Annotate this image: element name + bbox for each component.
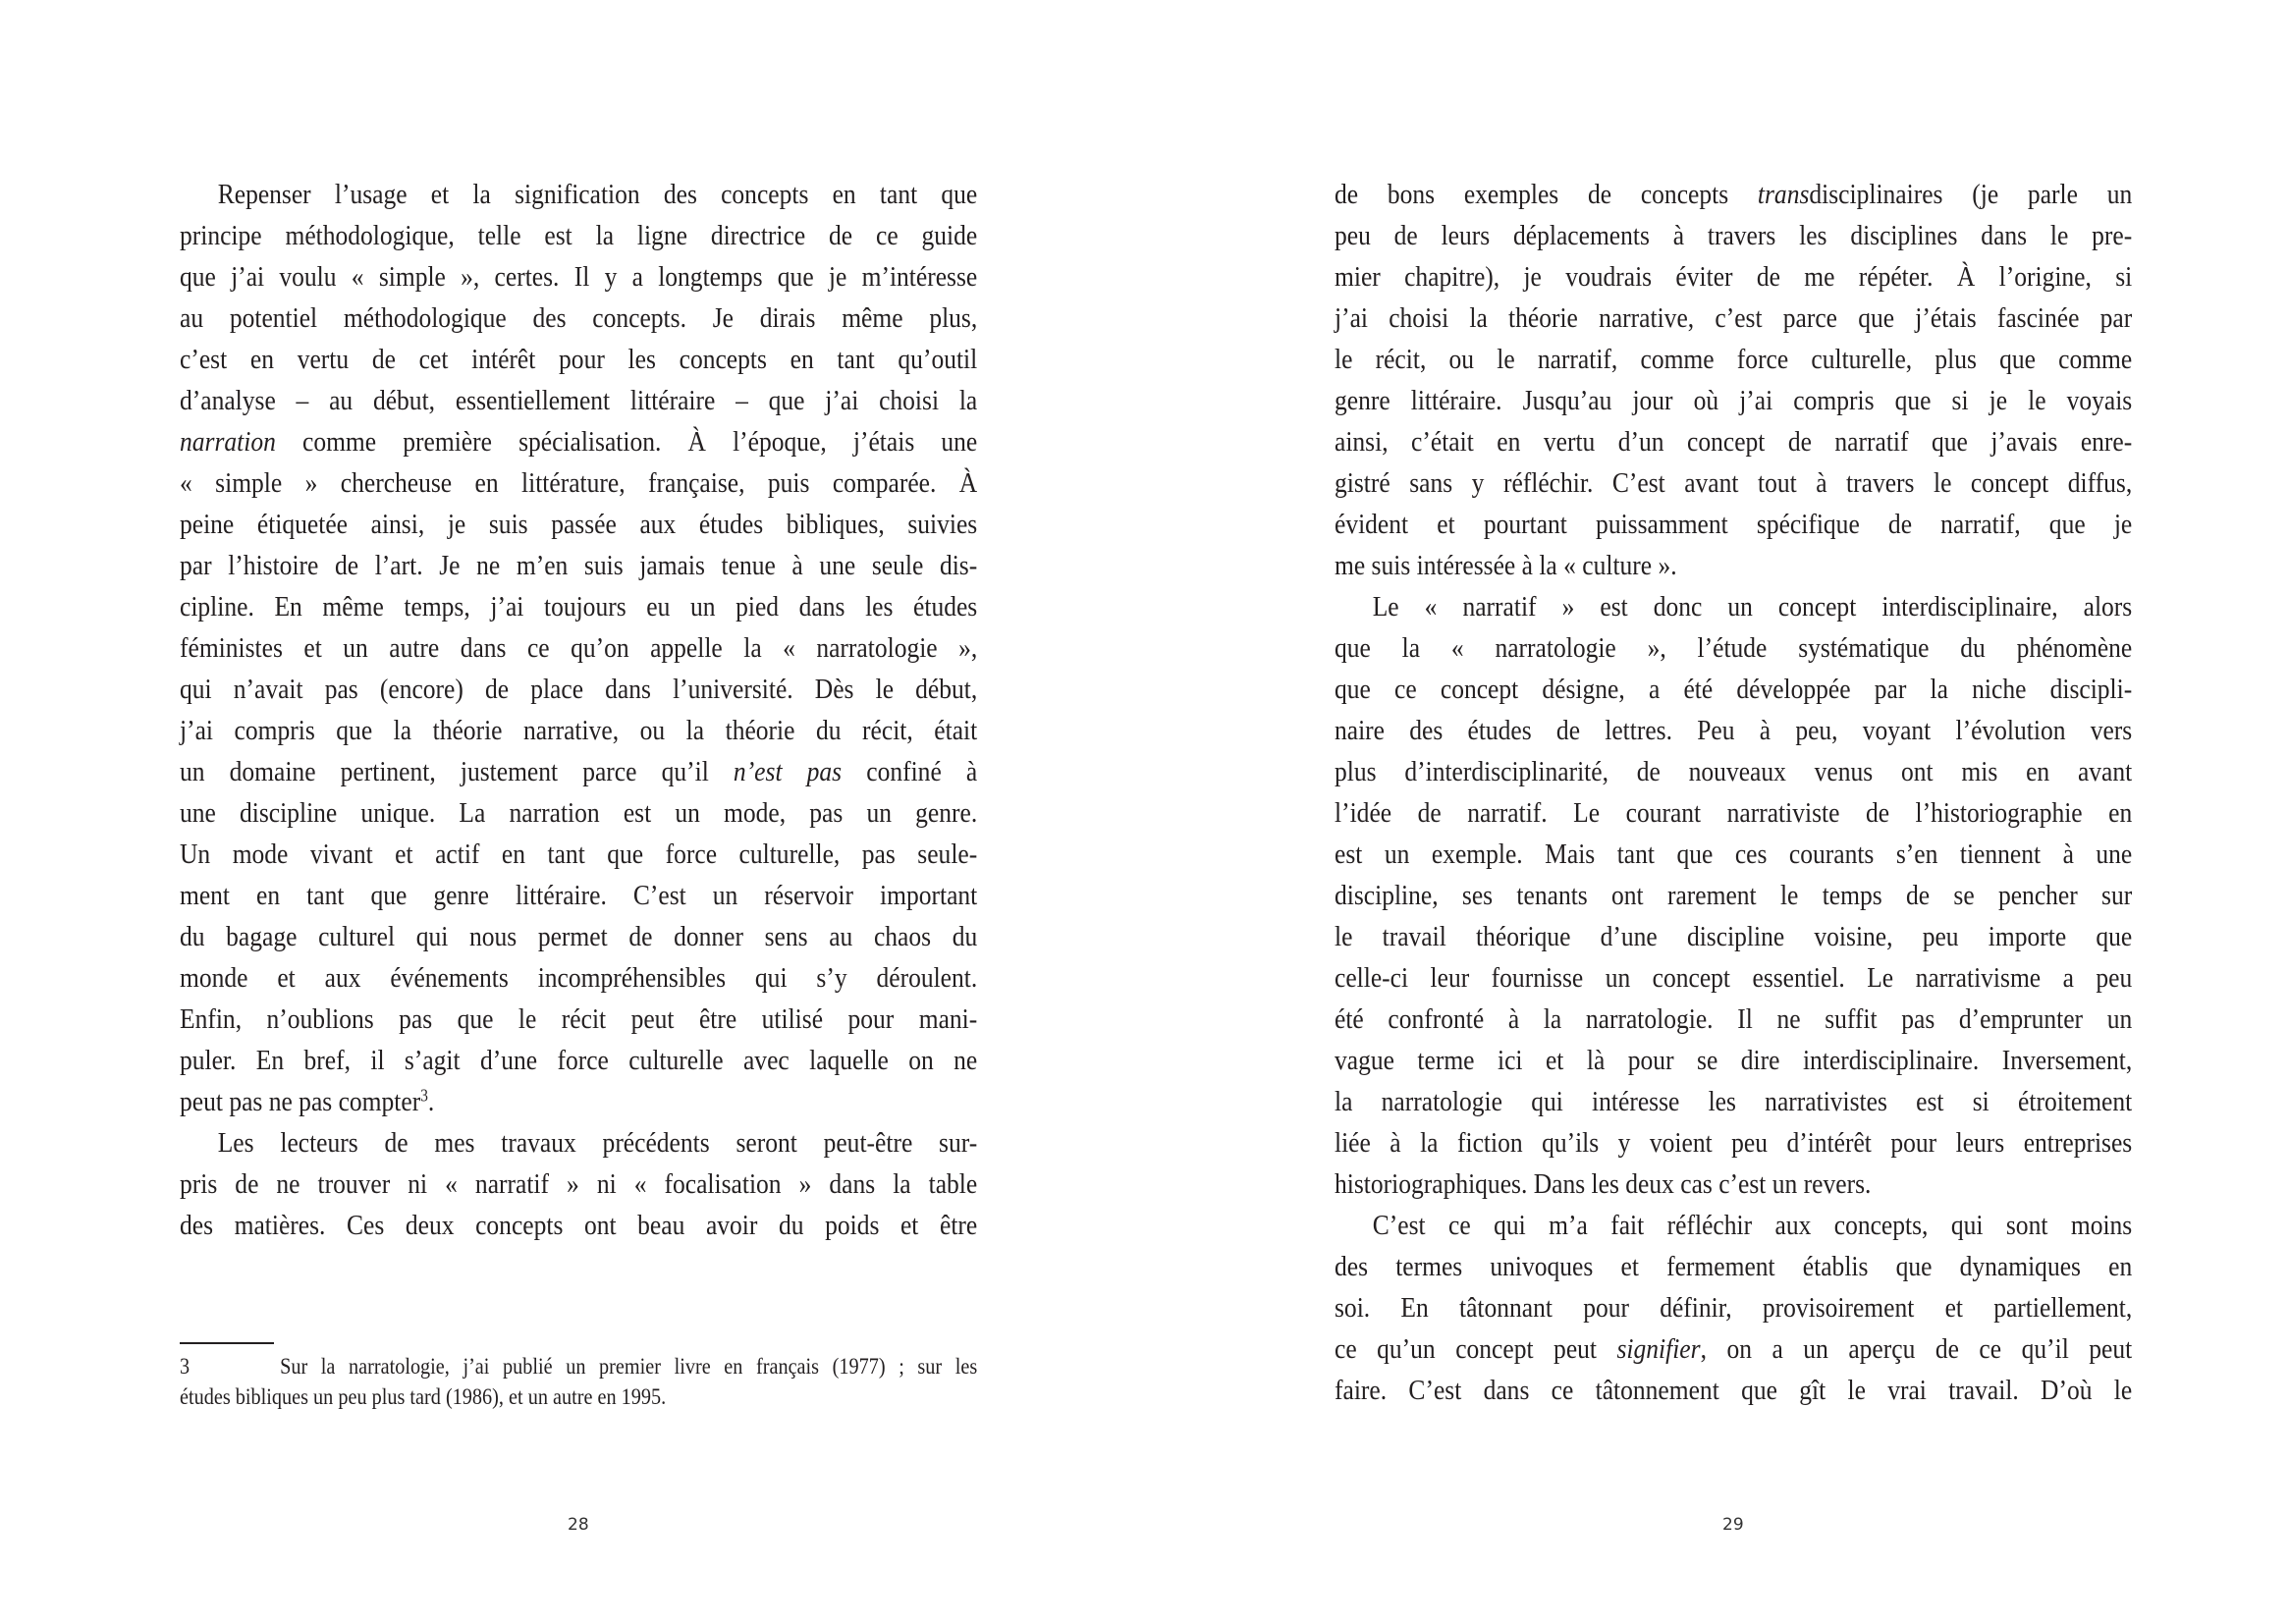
- text-line: [1335, 545, 2132, 586]
- text-segment: Repenser l’usage et la signification des concepts en tant que: [217, 179, 978, 210]
- text-segment: Enfin, n’oublions pas que le récit peut être utilisé pour mani-: [180, 1003, 978, 1035]
- text-segment: est un exemple. Mais tant que ces courants s’en tiennent à une: [1335, 839, 2133, 870]
- footnote-line: [180, 1351, 977, 1381]
- page-number: 29: [1722, 1515, 1744, 1535]
- body-text: [180, 174, 977, 1246]
- footnote: [180, 1351, 977, 1412]
- text-line: [1335, 1370, 2132, 1411]
- text-segment: d’analyse – au début, essentiellement littéraire – que j’ai choisi la: [180, 385, 978, 416]
- text-segment: féministes et un autre dans ce qu’on appelle la « narratologie »,: [180, 632, 978, 664]
- text-segment: gistré sans y réfléchir. C’est avant tout à travers le concept diffus,: [1335, 467, 2133, 499]
- text-line: [180, 751, 977, 792]
- text-line: [1335, 256, 2132, 298]
- text-line: [1335, 504, 2132, 545]
- text-line: [180, 669, 977, 710]
- text-line: [180, 174, 977, 215]
- text-segment: peine étiquetée ainsi, je suis passée aux études bibliques, suivies: [180, 509, 978, 540]
- italic-text: n’est pas: [733, 756, 843, 787]
- text-line: [180, 875, 977, 916]
- text-line: [1335, 834, 2132, 875]
- text-segment: discipline, ses tenants ont rarement le temps de se pencher sur: [1335, 880, 2133, 911]
- text-segment: cipline. En même temps, j’ai toujours eu un pied dans les études: [180, 591, 978, 623]
- text-segment: « simple » chercheuse en littérature, française, puis comparée. À: [180, 467, 978, 499]
- italic-text: signifier: [1616, 1333, 1701, 1365]
- text-line: [1335, 710, 2132, 751]
- text-line: [1335, 215, 2132, 256]
- text-line: [1335, 1287, 2132, 1328]
- text-line: [180, 298, 977, 339]
- text-segment: qui n’avait pas (encore) de place dans l’université. Dès le début,: [180, 674, 978, 705]
- text-line: [180, 380, 977, 421]
- right-page: [1145, 0, 2289, 1624]
- text-line: [180, 1205, 977, 1246]
- text-line: [1335, 1040, 2132, 1081]
- text-segment: me suis intéressée à la « culture ».: [1335, 550, 1677, 581]
- text-segment: mier chapitre), je voudrais éviter de me répéter. À l’origine, si: [1335, 261, 2133, 293]
- text-line: [1335, 751, 2132, 792]
- text-segment: vague terme ici et là pour se dire interdisciplinaire. Inversement,: [1335, 1045, 2133, 1076]
- text-segment: historiographiques. Dans les deux cas c’est un revers.: [1335, 1168, 1872, 1200]
- text-segment: soi. En tâtonnant pour définir, provisoirement et partiellement,: [1335, 1292, 2133, 1324]
- body-text: [1335, 174, 2132, 1411]
- text-line: [180, 627, 977, 669]
- text-segment: pris de ne trouver ni « narratif » ni « focalisation » dans la table: [180, 1168, 978, 1200]
- text-line: [180, 999, 977, 1040]
- text-segment: disciplinaires (je parle un: [1809, 179, 2133, 210]
- text-line: [180, 545, 977, 586]
- text-segment: un domaine pertinent, justement parce qu’il: [180, 756, 734, 787]
- italic-text: narration: [180, 426, 276, 458]
- text-segment: au potentiel méthodologique des concepts. Je dirais même plus,: [180, 302, 978, 334]
- text-line: [1335, 380, 2132, 421]
- text-segment: Un mode vivant et actif en tant que force culturelle, pas seule-: [180, 839, 978, 870]
- footnote-number: 3: [180, 1354, 191, 1379]
- footnote-text: Sur la narratologie, j’ai publié un premier livre en français (1977) ; sur les: [280, 1354, 978, 1379]
- text-segment: de bons exemples de concepts: [1335, 179, 1758, 210]
- text-line: [180, 339, 977, 380]
- text-segment: principe méthodologique, telle est la ligne directrice de ce guide: [180, 220, 978, 251]
- text-line: [1335, 339, 2132, 380]
- text-segment: évident et pourtant puissamment spécifique de narratif, que je: [1335, 509, 2133, 540]
- text-segment: .: [427, 1086, 435, 1117]
- text-segment: plus d’interdisciplinarité, de nouveaux venus ont mis en avant: [1335, 756, 2133, 787]
- text-line: [1335, 792, 2132, 834]
- text-line: [1335, 957, 2132, 999]
- text-line: [180, 421, 977, 462]
- text-line: [180, 462, 977, 504]
- text-segment: , on a un aperçu de ce qu’il peut: [1700, 1333, 2133, 1365]
- footnote-line: études bibliques un peu plus tard (1986), et un autre en 1995.: [180, 1384, 667, 1409]
- text-segment: comme première spécialisation. À l’époque, j’étais une: [275, 426, 978, 458]
- text-line: [1335, 875, 2132, 916]
- text-segment: faire. C’est dans ce tâtonnement que gît le vrai travail. D’où le: [1335, 1375, 2133, 1406]
- text-line: [1335, 1122, 2132, 1164]
- text-line: [1335, 1205, 2132, 1246]
- text-segment: ment en tant que genre littéraire. C’est un réservoir important: [180, 880, 978, 911]
- text-line: [1335, 1246, 2132, 1287]
- text-line: [1335, 174, 2132, 215]
- left-page: [0, 0, 1144, 1624]
- text-line: [180, 1164, 977, 1205]
- text-segment: la narratologie qui intéresse les narrativistes est si étroitement: [1335, 1086, 2133, 1117]
- text-segment: que j’ai voulu « simple », certes. Il y a longtemps que je m’intéresse: [180, 261, 978, 293]
- text-segment: j’ai choisi la théorie narrative, c’est parce que j’étais fascinée par: [1335, 302, 2133, 334]
- text-segment: puler. En bref, il s’agit d’une force culturelle avec laquelle on ne: [180, 1045, 978, 1076]
- text-segment: Les lecteurs de mes travaux précédents seront peut-être sur-: [217, 1127, 978, 1159]
- text-segment: celle-ci leur fournisse un concept essentiel. Le narrativisme a peu: [1335, 962, 2133, 994]
- text-line: [1335, 916, 2132, 957]
- text-segment: monde et aux événements incompréhensibles qui s’y déroulent.: [180, 962, 978, 994]
- footnote-separator: [180, 1342, 274, 1344]
- text-segment: genre littéraire. Jusqu’au jour où j’ai compris que si je le voyais: [1335, 385, 2133, 416]
- text-segment: le récit, ou le narratif, comme force culturelle, plus que comme: [1335, 344, 2133, 375]
- text-line: [180, 504, 977, 545]
- text-segment: confiné à: [842, 756, 978, 787]
- footnote-reference: 3: [420, 1085, 428, 1106]
- text-line: [180, 1081, 977, 1122]
- text-line: [180, 1040, 977, 1081]
- text-line: [180, 1122, 977, 1164]
- text-segment: ce qu’un concept peut: [1335, 1333, 1617, 1365]
- text-line: [1335, 298, 2132, 339]
- text-segment: par l’histoire de l’art. Je ne m’en suis jamais tenue à une seule dis-: [180, 550, 978, 581]
- text-segment: liée à la fiction qu’ils y voient peu d’intérêt pour leurs entreprises: [1335, 1127, 2133, 1159]
- text-segment: c’est en vertu de cet intérêt pour les concepts en tant qu’outil: [180, 344, 978, 375]
- text-segment: du bagage culturel qui nous permet de donner sens au chaos du: [180, 921, 978, 952]
- text-line: [180, 957, 977, 999]
- text-segment: une discipline unique. La narration est un mode, pas un genre.: [180, 797, 978, 829]
- text-segment: j’ai compris que la théorie narrative, ou la théorie du récit, était: [180, 715, 978, 746]
- text-line: [1335, 1164, 2132, 1205]
- text-segment: peut pas ne pas compter: [180, 1086, 421, 1117]
- text-segment: le travail théorique d’une discipline voisine, peu importe que: [1335, 921, 2133, 952]
- text-line: [180, 792, 977, 834]
- text-line: [180, 834, 977, 875]
- text-segment: été confronté à la narratologie. Il ne suffit pas d’emprunter un: [1335, 1003, 2133, 1035]
- text-line: [1335, 999, 2132, 1040]
- text-line: [180, 586, 977, 627]
- text-line: [1335, 586, 2132, 627]
- text-segment: Le « narratif » est donc un concept interdisciplinaire, alors: [1372, 591, 2133, 623]
- text-segment: l’idée de narratif. Le courant narrativiste de l’historiographie en: [1335, 797, 2133, 829]
- text-segment: des termes univoques et fermement établis que dynamiques en: [1335, 1251, 2133, 1282]
- text-segment: naire des études de lettres. Peu à peu, voyant l’évolution vers: [1335, 715, 2133, 746]
- text-line: [180, 916, 977, 957]
- text-line: [1335, 421, 2132, 462]
- text-line: [180, 710, 977, 751]
- page-number: 28: [568, 1515, 589, 1535]
- text-segment: ainsi, c’était en vertu d’un concept de narratif que j’avais enre-: [1335, 426, 2133, 458]
- text-line: [1335, 1081, 2132, 1122]
- text-line: [1335, 669, 2132, 710]
- text-segment: des matières. Ces deux concepts ont beau avoir du poids et être: [180, 1210, 978, 1241]
- text-line: [1335, 627, 2132, 669]
- text-segment: peu de leurs déplacements à travers les disciplines dans le pre-: [1335, 220, 2133, 251]
- text-segment: que ce concept désigne, a été développée par la niche discipli-: [1335, 674, 2133, 705]
- text-line: [180, 215, 977, 256]
- text-line: [1335, 1328, 2132, 1370]
- italic-text: trans: [1757, 179, 1810, 210]
- text-line: [180, 256, 977, 298]
- text-line: [1335, 462, 2132, 504]
- text-segment: C’est ce qui m’a fait réfléchir aux concepts, qui sont moins: [1372, 1210, 2133, 1241]
- text-segment: que la « narratologie », l’étude systématique du phénomène: [1335, 632, 2133, 664]
